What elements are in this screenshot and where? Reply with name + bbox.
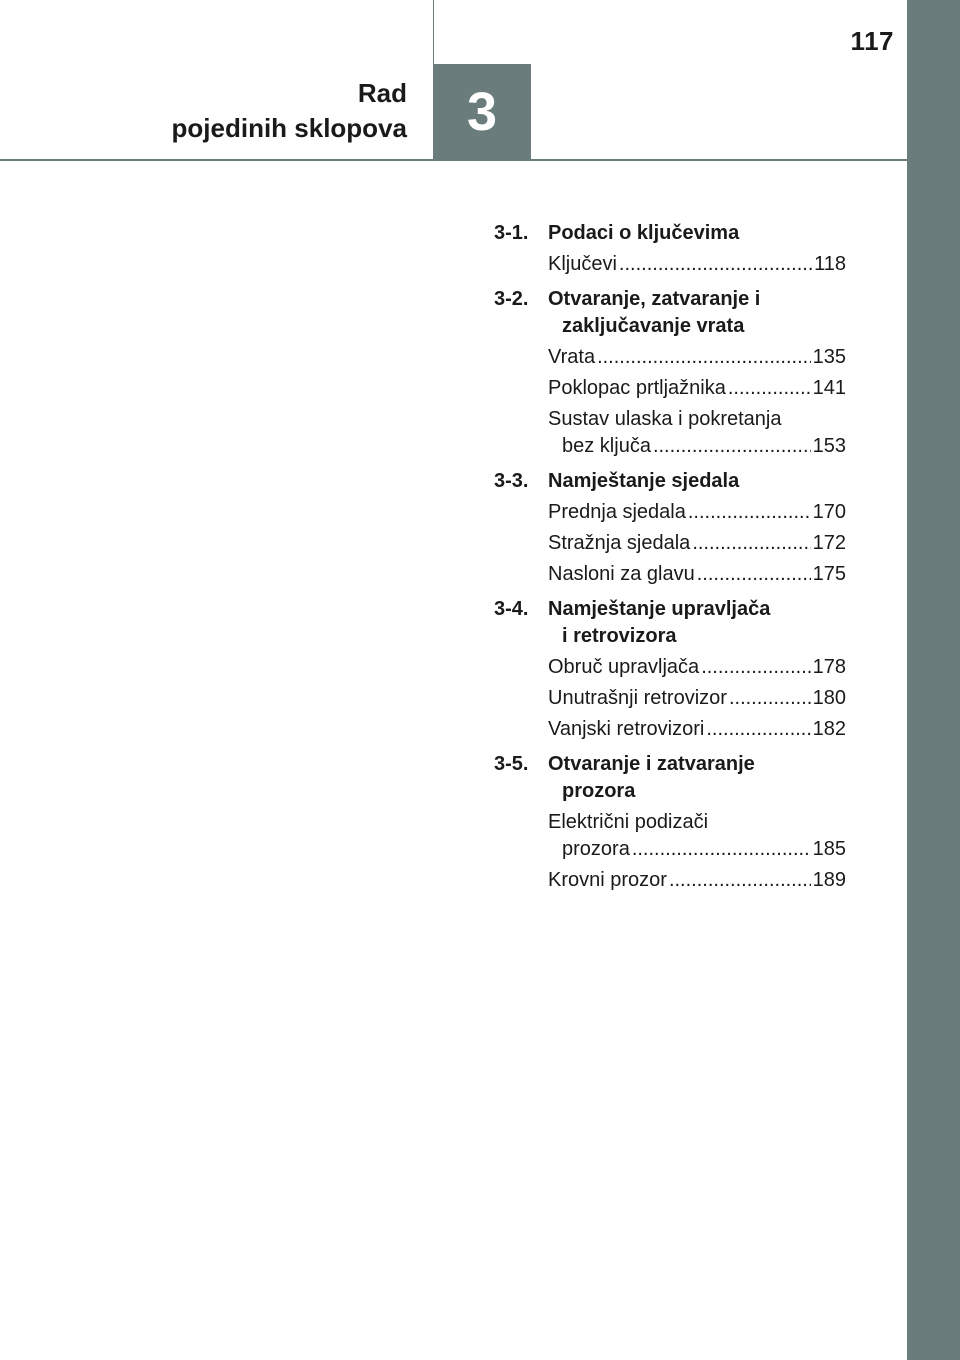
toc-dot-leader	[701, 654, 810, 681]
page-number: 117	[850, 26, 894, 56]
toc-section	[494, 751, 846, 894]
toc-entry-row	[548, 375, 846, 402]
toc-section-title: Namještanje sjedala	[548, 470, 740, 492]
toc-entry-row	[548, 251, 846, 278]
toc-entry-label: Ključevi	[548, 253, 617, 275]
toc-entry-page: 185	[812, 838, 846, 860]
toc-entry-label: Poklopac prtljažnika	[548, 377, 726, 399]
toc-entry-label: Krovni prozor	[548, 869, 667, 891]
toc-section-number: 3-3.	[494, 470, 529, 492]
toc-entry-row	[548, 836, 846, 863]
toc-dot-leader	[597, 344, 811, 371]
toc-entry-row	[548, 716, 846, 743]
toc-section-heading	[494, 220, 846, 247]
toc-section-heading	[494, 286, 846, 340]
toc-section-title: Podaci o ključevima	[548, 222, 740, 244]
toc-section-title: Otvaranje, zatvaranje i	[548, 288, 761, 310]
section-title-line: Rad	[357, 78, 407, 108]
toc-section-title: i retrovizora	[562, 625, 677, 647]
toc-dot-leader	[669, 867, 811, 894]
toc-section-heading	[494, 596, 846, 650]
toc-entry-label: Unutrašnji retrovizor	[548, 687, 727, 709]
toc-entry-page: 153	[812, 435, 846, 457]
toc-entry[interactable]	[494, 809, 846, 863]
toc-entry-row	[548, 867, 846, 894]
header-divider	[433, 0, 434, 64]
toc-entry-page: 141	[812, 377, 846, 399]
toc-entry-label: Stražnja sjedala	[548, 532, 691, 554]
chapter-side-bar	[907, 0, 960, 1360]
toc-entry[interactable]	[494, 654, 846, 681]
toc-entry-page: 118	[814, 253, 846, 275]
toc-section-title: Otvaranje i zatvaranje	[548, 753, 755, 775]
toc-section-title: prozora	[562, 780, 636, 802]
toc-entry-label: bez ključa	[562, 435, 651, 457]
section-title	[172, 76, 407, 146]
toc-entry-page: 172	[812, 532, 846, 554]
toc-entry-label: prozora	[562, 838, 630, 860]
toc-entry-page: 178	[812, 656, 846, 678]
toc-entry[interactable]	[494, 685, 846, 712]
toc-entry-label: Električni podizači	[548, 811, 709, 833]
toc-entry-row	[548, 499, 846, 526]
section-title-line: pojedinih sklopova	[171, 113, 407, 143]
toc-entry[interactable]	[494, 716, 846, 743]
toc-section-title: zaključavanje vrata	[562, 315, 745, 337]
toc-entry-page: 135	[812, 346, 846, 368]
toc-entry-label: Prednja sjedala	[548, 501, 686, 523]
toc-dot-leader	[688, 499, 811, 526]
toc-entry-label: Sustav ulaska i pokretanja	[548, 408, 782, 430]
toc-section	[494, 286, 846, 460]
toc-entry-page: 189	[812, 869, 846, 891]
toc-entry-row	[548, 530, 846, 557]
toc-dot-leader	[632, 836, 811, 863]
toc-section-heading	[494, 751, 846, 805]
chapter-number: 3	[466, 82, 498, 142]
toc-section-number: 3-5.	[494, 753, 529, 775]
toc-entry-row	[548, 344, 846, 371]
toc-section	[494, 596, 846, 743]
toc-section	[494, 468, 846, 588]
toc-section-number: 3-1.	[494, 222, 529, 244]
toc-dot-leader	[692, 530, 810, 557]
toc-entry-page: 180	[812, 687, 846, 709]
chapter-number-box	[433, 64, 531, 160]
toc-entry[interactable]	[494, 375, 846, 402]
toc-entry-label: Nasloni za glavu	[548, 563, 695, 585]
toc-section-heading	[494, 468, 846, 495]
toc-dot-leader	[729, 685, 811, 712]
table-of-contents	[494, 220, 846, 902]
toc-dot-leader	[653, 433, 811, 460]
toc-entry-page: 182	[812, 718, 846, 740]
toc-entry-page: 170	[812, 501, 846, 523]
toc-entry[interactable]	[494, 530, 846, 557]
toc-entry-row	[548, 433, 846, 460]
toc-entry-row	[548, 561, 846, 588]
toc-dot-leader	[697, 561, 811, 588]
toc-entry[interactable]	[494, 406, 846, 460]
toc-entry-label: Vrata	[548, 346, 596, 368]
toc-entry-row	[548, 654, 846, 681]
toc-section-number: 3-4.	[494, 598, 529, 620]
toc-entry[interactable]	[494, 344, 846, 371]
toc-dot-leader	[706, 716, 810, 743]
toc-entry[interactable]	[494, 867, 846, 894]
toc-entry-label: Obruč upravljača	[548, 656, 700, 678]
toc-section-number: 3-2.	[494, 288, 529, 310]
toc-section-title: Namještanje upravljača	[548, 598, 771, 620]
toc-entry-label: Vanjski retrovizori	[548, 718, 705, 740]
toc-dot-leader	[728, 375, 811, 402]
toc-entry[interactable]	[494, 561, 846, 588]
toc-section	[494, 220, 846, 278]
toc-entry[interactable]	[494, 499, 846, 526]
toc-entry-row	[548, 685, 846, 712]
toc-dot-leader	[619, 251, 812, 278]
toc-entry[interactable]	[494, 251, 846, 278]
toc-entry-page: 175	[812, 563, 846, 585]
